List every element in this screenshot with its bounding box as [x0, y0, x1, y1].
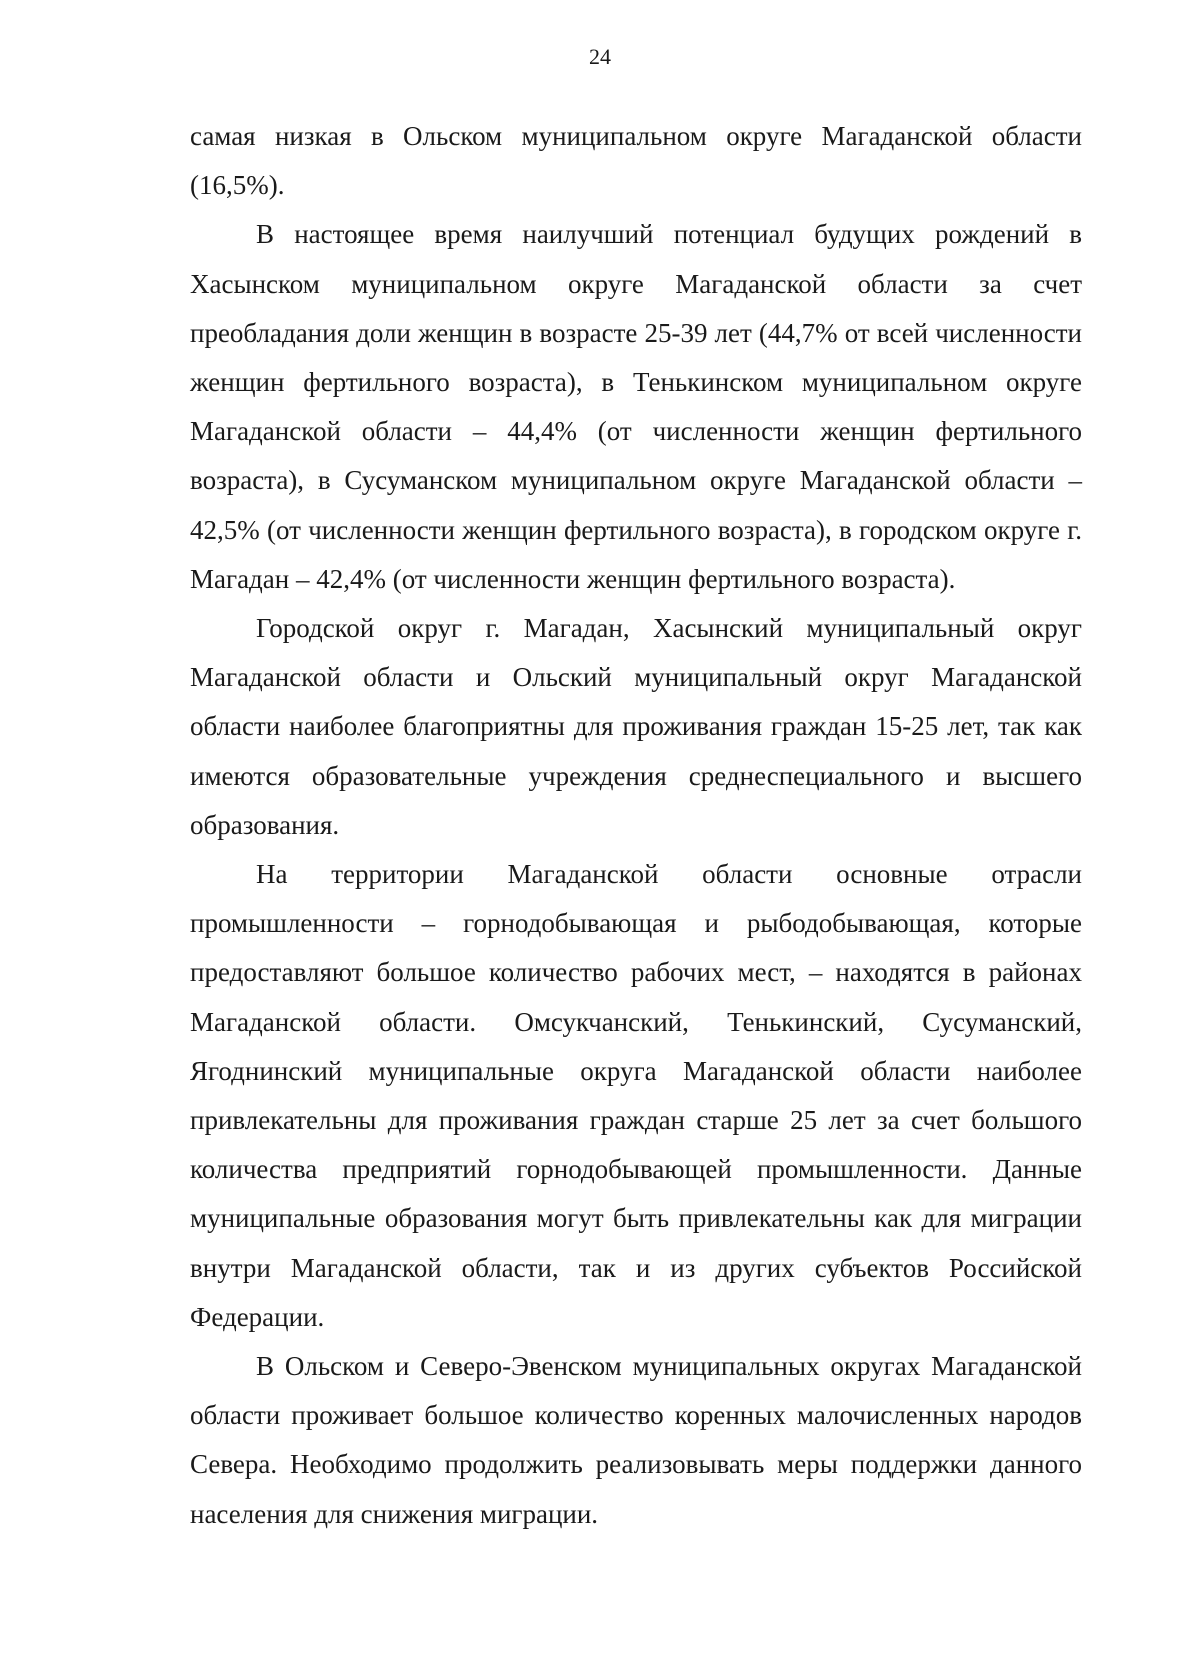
paragraph-youth-favorable: Городской округ г. Магадан, Хасынский муниципальный округ Магаданской области и Ольский муниципальный округ Магаданской области наиболее благоприятны для проживания граждан 15-25 лет, так как имеются образовательные учреждения среднеспециального и высшего образования. [190, 613, 1082, 840]
paragraph-indigenous-peoples: В Ольском и Северо-Эвенском муниципальных округах Магаданской области проживает большое количество коренных малочисленных народов Севера. Необходимо продолжить реализовывать меры поддержки данного населения для снижения миграции. [190, 1351, 1082, 1529]
paragraph-industry: На территории Магаданской области основные отрасли промышленности – горнодобывающая и рыбодобывающая, которые предоставляют большое количество рабочих мест, – находятся в районах Магаданской области. Омсукчанский, Тенькинский, Сусуманский, Ягоднинский муниципальные округа Магаданской области наиболее привлекательны для проживания граждан старше 25 лет за счет большого количества предприятий горнодобывающей промышленности. Данные муниципальные образования могут быть привлекательны как для миграции внутри Магаданской области, так и из других субъектов Российской Федерации. [190, 859, 1082, 1332]
paragraph-continuation: самая низкая в Ольском муниципальном округе Магаданской области (16,5%). [190, 121, 1082, 201]
document-body [190, 112, 1082, 1539]
page-number: 24 [589, 44, 611, 69]
paragraph-fertility-potential: В настоящее время наилучший потенциал будущих рождений в Хасынском муниципальном округе Магаданской области за счет преобладания доли женщин в возрасте 25-39 лет (44,7% от всей численности женщин фертильного возраста), в Тенькинском муниципальном округе Магаданской области – 44,4% (от численности женщин фертильного возраста), в Сусуманском муниципальном округе Магаданской области – 42,5% (от численности женщин фертильного возраста), в городском округе г. Магадан – 42,4% (от численности женщин фертильного возраста). [190, 219, 1082, 594]
